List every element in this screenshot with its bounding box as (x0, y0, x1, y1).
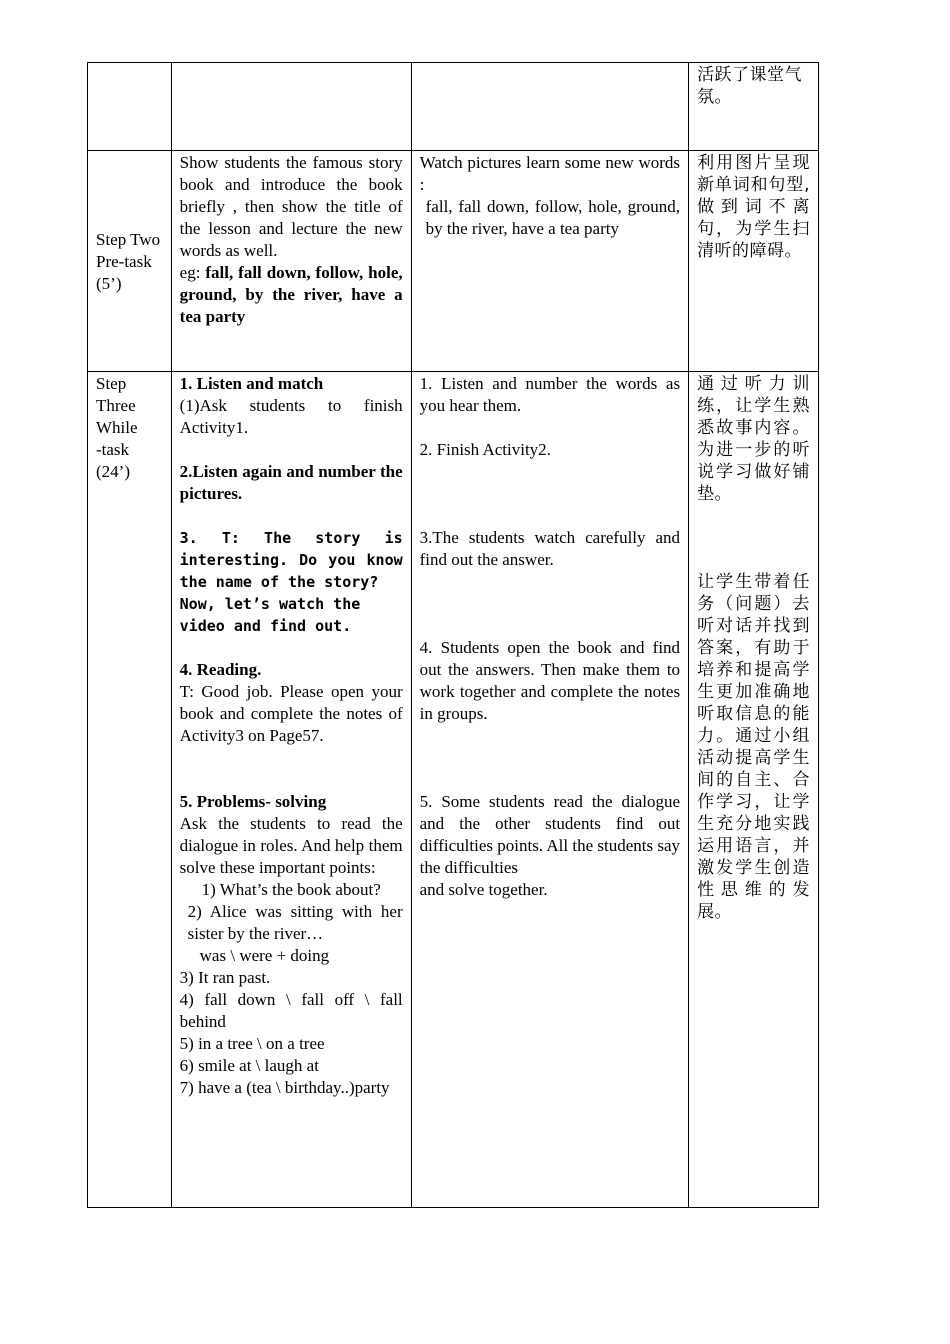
teacher-activity-cell (171, 372, 411, 1208)
step-name: Step Two (96, 229, 161, 249)
teacher-activity-cell (171, 63, 411, 151)
task5-text: Ask the students to read the dialogue in roles. And help them solve these important points: (179, 814, 403, 877)
task3-title: 3. T: The story is interesting. Do you know the name of the story? (179, 529, 403, 591)
task1-text: (1)Ask students to finish Activity1. (179, 396, 403, 437)
eg-label: eg: (179, 263, 201, 282)
student-activity-cell (411, 63, 688, 151)
student-task5: 5. Some students read the dialogue and the other students find out difficulties points. All the students say the difficulties (419, 792, 681, 877)
aims-text: 活跃了课堂气氛。 (697, 65, 803, 107)
teacher-activity-cell (171, 151, 411, 372)
student-activity-cell (411, 151, 688, 372)
step-name-2: Three (96, 396, 136, 415)
teacher-activity-text: Show students the famous story book and introduce the book briefly , then show the title of the lesson and lecture the new words as well. (179, 153, 403, 260)
task3-text: Now, let’s watch the video and find out. (179, 595, 361, 635)
table-row (88, 372, 819, 1208)
task1-title: 1. Listen and match (179, 374, 324, 393)
student-activity-cell (411, 372, 688, 1208)
student-task3: 3.The students watch carefully and find out the answer. (419, 528, 681, 569)
step-cell (88, 372, 172, 1208)
aims-cell (689, 63, 819, 151)
aims-cell (689, 372, 819, 1208)
point-3: 3) It ran past. (179, 968, 271, 987)
point-5: 5) in a tree \ on a tree (179, 1034, 325, 1053)
aims-cell (689, 151, 819, 372)
student-task1: 1. Listen and number the words as you hear them. (419, 374, 681, 415)
point-2-note: was \ were + doing (199, 946, 330, 965)
point-6: 6) smile at \ laugh at (179, 1056, 319, 1075)
step-cell (88, 63, 172, 151)
step-name: Step (96, 374, 127, 393)
task4-title: 4. Reading. (179, 660, 262, 679)
table-row (88, 63, 819, 151)
point-7: 7) have a (tea \ birthday..)party (179, 1078, 390, 1097)
table-row (88, 151, 819, 372)
aims-text-2: 让学生带着任务（问题）去听对话并找到答案，有助于培养和提高学生更加准确地听取信息的能力。通过小组活动提高学生间的自主、合作学习，让学生充分地实践运用语言，并激发学生创造性思维的发展。 (697, 572, 810, 922)
lesson-plan-table (87, 62, 819, 1208)
student-task5-end: and solve together. (419, 880, 548, 899)
task2-title: 2.Listen again and number the pictures. (179, 462, 403, 503)
student-task2: 2. Finish Activity2. (419, 440, 551, 459)
step-cell (88, 151, 172, 372)
student-activity-intro: Watch pictures learn some new words : (419, 153, 681, 194)
step-phase: While (96, 418, 138, 437)
point-2: 2) Alice was sitting with her sister by the river… (187, 902, 403, 943)
eg-words: fall, fall down, follow, hole, ground, by the river, have a tea party (179, 263, 403, 326)
point-4: 4) fall down \ fall off \ fall behind (179, 990, 403, 1031)
aims-text: 利用图片呈现新单词和句型,做到词不离句，为学生扫清听的障碍。 (697, 153, 810, 261)
student-task4: 4. Students open the book and find out the answers. Then make them to work together and complete the notes in groups. (419, 638, 681, 723)
step-duration: (5’) (96, 273, 122, 293)
point-1: 1) What’s the book about? (201, 880, 381, 899)
aims-text-1: 通过听力训练，让学生熟悉故事内容。为进一步的听说学习做好铺垫。 (697, 374, 810, 504)
student-activity-words: fall, fall down, follow, hole, ground, by the river, have a tea party (425, 197, 681, 238)
step-duration: (24’) (96, 462, 130, 481)
step-phase-2: -task (96, 440, 130, 459)
task4-text: T: Good job. Please open your book and complete the notes of Activity3 on Page57. (179, 682, 403, 745)
step-phase: Pre-task (96, 251, 152, 271)
task5-title: 5. Problems- solving (179, 792, 327, 811)
